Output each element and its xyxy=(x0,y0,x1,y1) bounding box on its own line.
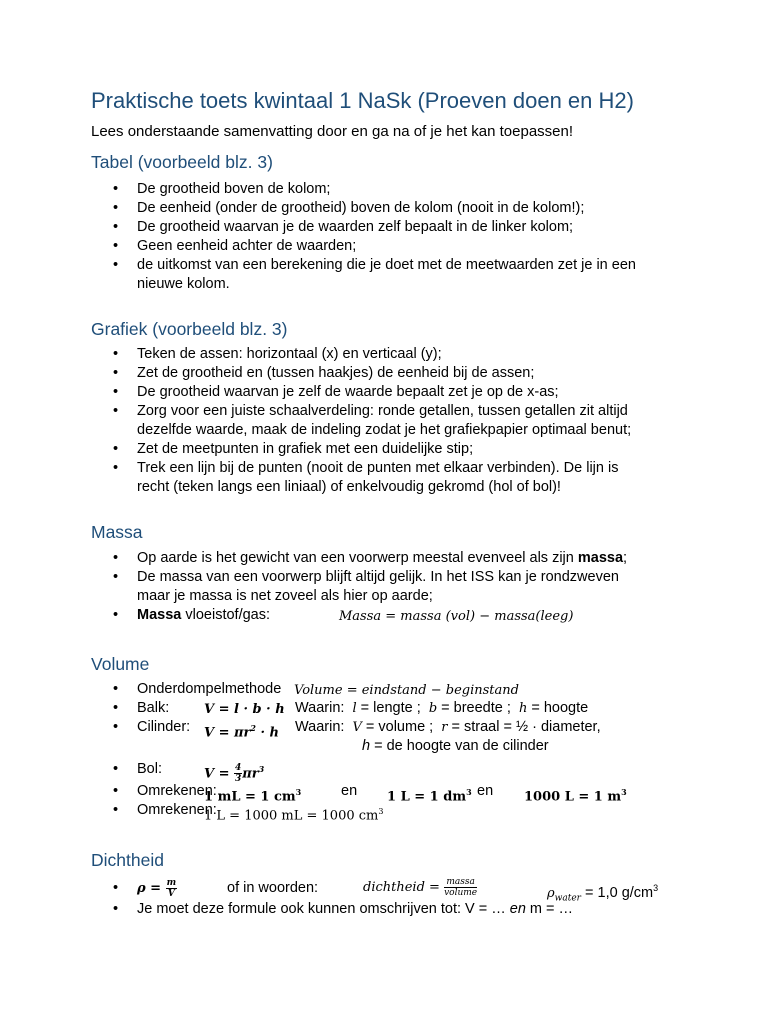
text: = volume ; xyxy=(361,719,434,735)
list-item-line: nieuwe kolom. xyxy=(137,276,230,292)
text: ρ xyxy=(547,885,555,901)
list-item xyxy=(113,549,733,568)
grafiek-heading: Grafiek (voorbeeld blz. 3) xyxy=(91,319,288,339)
text: = de hoogte van de cilinder xyxy=(370,738,549,754)
list-item: • Geen eenheid achter de waarden; xyxy=(113,237,733,256)
list-item: • De grootheid waarvan je zelf de waarde bepaalt zet je op de x-as; xyxy=(113,383,733,402)
list-item-line: Zorg voor een juiste schaalverdeling: ronde getallen, tussen getallen zit altijd xyxy=(137,403,628,419)
list-item: • Zet de meetpunten in grafiek met een duidelijke stip; xyxy=(113,440,733,459)
list-item xyxy=(113,801,733,824)
fraction xyxy=(444,877,477,898)
text: = breedte ; xyxy=(437,700,511,716)
list-item xyxy=(113,256,733,294)
list-item-line: maar je massa is net zoveel als hier op aarde; xyxy=(137,588,433,604)
text: Bol: xyxy=(137,761,162,777)
rho-formula xyxy=(137,878,177,899)
text: ; xyxy=(623,550,628,566)
text: V = xyxy=(204,766,235,782)
list-item: • Zet de grootheid en (tussen haakjes) de eenheid bij de assen; xyxy=(113,364,733,383)
text: Balk: xyxy=(137,700,170,716)
list-item xyxy=(113,606,733,625)
text: · h xyxy=(255,725,280,741)
exp: 3 xyxy=(466,787,472,797)
text: en xyxy=(509,901,526,917)
tabel-list xyxy=(113,180,733,294)
text: vloeistof/gas: xyxy=(181,607,271,623)
list-item-line: recht (teken langs een liniaal) of enkelvoudig gekromd (hol of bol)! xyxy=(137,479,561,495)
var: b xyxy=(428,701,438,716)
text: = straal = ½ · diameter, xyxy=(447,719,601,735)
list-item xyxy=(113,680,733,699)
page-title: Praktische toets kwintaal 1 NaSk (Proeven doen en H2) xyxy=(91,88,634,113)
list-item xyxy=(113,718,733,756)
text: dichtheid = xyxy=(363,880,445,895)
text: Omrekenen: xyxy=(137,802,217,818)
text: = lengte ; xyxy=(356,700,421,716)
denominator: V xyxy=(167,889,175,899)
text: Cilinder: xyxy=(137,719,191,735)
list-item-line: Trek een lijn bij de punten (nooit de punten met elkaar verbinden). De lijn is xyxy=(137,460,619,476)
dichtheid-heading: Dichtheid xyxy=(91,850,164,870)
text: en xyxy=(477,783,494,799)
list-item xyxy=(113,900,733,919)
var: h xyxy=(518,701,528,716)
text: Op aarde is het gewicht van een voorwerp meestal evenveel als zijn xyxy=(137,550,578,566)
exp: 3 xyxy=(258,764,265,774)
text: ρ = xyxy=(137,881,166,896)
text: 1000 L = 1 m xyxy=(524,789,622,805)
cilinder-hoogte xyxy=(362,737,549,756)
intro-text: Lees onderstaande samenvatting door en ga na of je het kan toepassen! xyxy=(91,123,574,140)
balk-formula: V = l · b · h xyxy=(204,702,285,717)
list-item: • De eenheid (onder de grootheid) boven de kolom (nooit in de kolom!); xyxy=(113,199,733,218)
exp: 3 xyxy=(621,787,627,797)
numerator: massa xyxy=(444,877,477,888)
numerator: 4 xyxy=(235,763,242,774)
text: Waarin: xyxy=(295,700,345,716)
list-item xyxy=(113,876,733,904)
text: V = πr xyxy=(204,725,251,741)
text: = hoogte xyxy=(527,700,589,716)
list-item xyxy=(113,459,733,497)
volume-list xyxy=(113,680,733,824)
list-item xyxy=(113,402,733,440)
bold-text: Massa xyxy=(137,607,182,623)
bold-text: massa xyxy=(577,550,624,566)
exp: 2 xyxy=(250,723,256,733)
denominator: 3 xyxy=(235,774,242,785)
text: Waarin: xyxy=(295,719,345,735)
cilinder-formula xyxy=(204,719,279,742)
var: V xyxy=(352,720,362,735)
massa-list xyxy=(113,549,733,625)
text: 1 mL = 1 cm xyxy=(204,789,296,805)
list-item xyxy=(113,756,733,785)
sub: water xyxy=(554,893,581,904)
volume-heading: Volume xyxy=(91,654,150,674)
exp: 3 xyxy=(295,787,302,797)
exp: 3 xyxy=(378,807,384,816)
var: l xyxy=(352,701,357,716)
list-item-line: De massa van een voorwerp blijft altijd gelijk. In het ISS kan je rondzweven xyxy=(137,569,619,585)
onder-formula: Volume = eindstand − beginstand xyxy=(294,683,519,698)
tabel-heading: Tabel (voorbeeld blz. 3) xyxy=(91,152,273,172)
list-item-line: de uitkomst van een berekening die je doet met de meetwaarden zet je in een xyxy=(137,257,636,273)
list-item: • De grootheid waarvan je de waarden zelf bepaalt in de linker kolom; xyxy=(113,218,733,237)
var: r xyxy=(441,720,448,735)
text: m = … xyxy=(525,901,574,917)
dichtheid-list xyxy=(113,876,733,919)
text: = 1,0 g/cm xyxy=(580,884,654,901)
balk-waarin xyxy=(295,699,588,718)
list-item xyxy=(113,568,733,606)
list-item xyxy=(113,699,733,718)
text: 1 L = 1000 mL = 1000 cm xyxy=(204,808,379,824)
list-item xyxy=(113,782,733,805)
massa-heading: Massa xyxy=(91,522,143,542)
omrekenen-2 xyxy=(204,802,383,825)
numerator: m xyxy=(166,878,177,888)
list-item: • De grootheid boven de kolom; xyxy=(113,180,733,199)
grafiek-list xyxy=(113,345,733,497)
text: 1 L = 1 dm xyxy=(387,789,467,805)
fraction xyxy=(166,878,178,899)
var: h xyxy=(362,738,371,754)
text: Onderdompelmethode xyxy=(137,681,282,697)
list-item: • Teken de assen: horizontaal (x) en verticaal (y); xyxy=(113,345,733,364)
exp: 3 xyxy=(653,883,659,893)
massa-formula: Massa = massa (vol) − massa(leeg) xyxy=(339,609,574,624)
text: πr xyxy=(242,766,259,782)
text: en xyxy=(341,783,358,799)
text: of in woorden: xyxy=(227,880,319,896)
cilinder-waarin xyxy=(295,718,601,737)
dichtheid-words-formula xyxy=(363,876,477,900)
denominator: volume xyxy=(444,888,478,898)
text: Je moet deze formule ook kunnen omschrijven tot: V = … xyxy=(137,901,510,917)
list-item-line: dezelfde waarde, maak de indeling zodat je het grafiekpapier optimaal benut; xyxy=(137,422,632,438)
text: Omrekenen: xyxy=(137,783,217,799)
